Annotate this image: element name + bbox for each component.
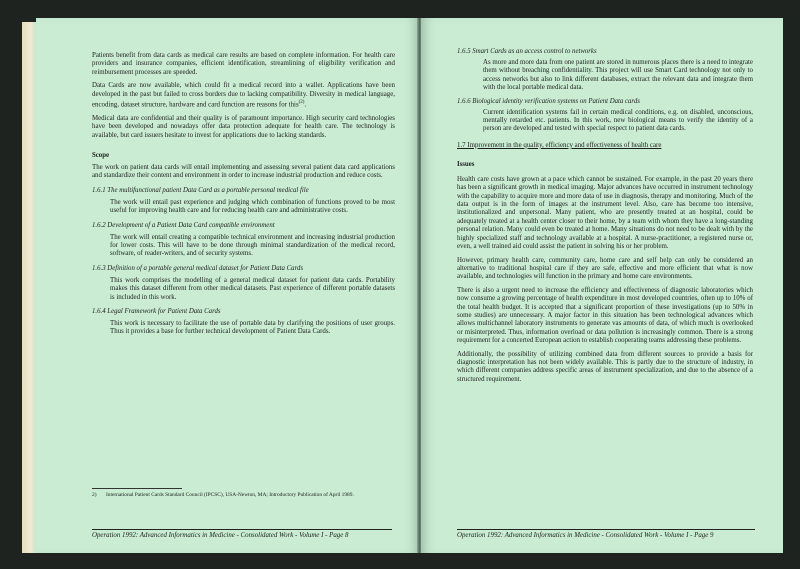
page-edges (22, 22, 36, 553)
paragraph: Health care costs have grown at a pace which cannot be sustained. For example, in the past 20 years there has been a significant growth in medical imaging. Major advances have occurred in instrument technology with the capability to acquire more and more data of use in diagnosis, therapy and monitoring. Much of the data output is in the form of images at the instrument level. Also, care has become too intensive, institutionalized and unpersonal. Many patient, who are presently treated at an hospital, could be adequately treated at a health center closer to their home, by a team with whom they have a long-standing personal relation. Many could even be treated at home. Many situations do not need to be dealt with by the highly specialized staff and technology available at a hospital. A nurse-practitioner, a registered nurse or, even, a well trained aid could assist the patient in solving his or her problem. (457, 175, 753, 251)
subsection-heading: 1.6.4 Legal Framework for Patient Data Cards (92, 308, 221, 316)
footnote-text: International Patient Cards Standard Council (IPCSC), USA-Newton, MA; Introductory Publication of April 1989. (106, 492, 354, 498)
book-spread (22, 18, 782, 553)
subsection-heading: 1.6.3 Definition of a portable general medical dataset for Patient Data Cards (92, 264, 304, 272)
subsection-heading: 1.6.5 Smart Cards as an access control to networks (457, 48, 597, 55)
footnote-number: 2) (92, 492, 97, 498)
subsection-heading: 1.6.1 The multifunctional patient Data Card as a portable personal medical file (92, 186, 309, 194)
page-footer: Operation 1992: Advanced Informatics in Medicine - Consolidated Work - Volume I - Page 8 (92, 532, 349, 539)
scope-text: The work on patient data cards will entail implementing and assessing several patient data card applications and standardize their content and environment in order to increase industrial production and reduce costs. (92, 163, 395, 180)
paragraph: There is also a urgent need to increase the efficiency and effectiveness of diagnostic laboratories which now consume a growing percentage of health expenditure in most developed countries, often up to 10% of the total health budget. It is accepted that a significant proportion of these investigations (up to 50% in some studies) are unnecessary. A major factor in this situation has been technological advances which allows multichannel laboratory instruments to generate vas amounts of data, of which much is overlooked or misinterpreted. Thus, information overload or data pollution is increasingly common. There is a strong requirement for a concerted European action to establish cooperating teams addressing these problems. (457, 286, 753, 345)
subsection-text: As more and more data from one patient are stored in numerous places there is a need to integrate them without breaching confidentiality. This project will use Smart Card technology not only to access networks but also to link different databases, extract the relevant data and integrate them with the local portable medical data. (483, 59, 753, 92)
subsection-text: The work will entail creating a compatible technical environment and increasing industrial production for lower costs. This will have to be done through minimal standardization of the medical record, software, of reader-writers, and of security systems. (110, 233, 395, 258)
footnote-reference: (2) (298, 100, 305, 106)
paragraph: Medical data are confidential and their quality is of paramount importance. High security card technologies have been developed and nowadays offer data protection adequate for health care. The technology is available, but card issuers hesitate to invest for applications due to lacking standards. (92, 114, 395, 139)
subsection-text: This work is necessary to facilitate the use of portable data by clarifying the positions of user groups. Thus it provides a base for further technical development of Patient Data Cards. (110, 320, 395, 336)
paragraph-text: Data Cards are now available, which could fit a medical record into a wallet. Applications have been developed in the past but failed to cross borders due to lacking compatibility. Diversity in medical language, encoding, dataset structure, hardware and card function are reasons for this (92, 82, 395, 109)
footnote-divider (92, 488, 182, 489)
footer-divider (457, 529, 755, 530)
paragraph: Patients benefit from data cards as medical care results are based on complete information. For health care providers and insurance companies, efficient identification, streamlining of eligibility verification and reimbursement processes are speeded. (92, 52, 395, 76)
paragraph: Data Cards are now available, which could fit a medical record into a wallet. Applications have been developed in the past but failed to cross borders due to lacking compatibility. Diversity in medical language, encoding, dataset structure, hardware and card function are reasons for this$^{(2)}$. (92, 82, 395, 109)
footnote (92, 492, 392, 499)
right-page (421, 18, 783, 553)
paragraph: However, primary health care, community care, home care and self help can only be considered an alternative to traditional hospital care if they are safe, effective and more efficient that what is now available, and technologies will function in the primary and home care environments. (457, 256, 753, 281)
subsection-heading: 1.6.6 Biological identity verification systems on Patient Data cards (457, 97, 640, 105)
paragraph: Additionally, the possibility of utilizing combined data from different sources to provide a basis for diagnostic interpretation has not been widely available. This is partly due to the structure of industry, in which different companies address specific areas of instrument specialization, and due to the absence of a structured requirement. (457, 350, 753, 383)
subsection-text: The work will entail past experience and judging which combination of functions proved to be most useful for improving health care and for reducing health care and administrative costs. (110, 198, 395, 215)
issues-heading: Issues (457, 160, 475, 168)
subsection-heading: 1.6.2 Development of a Patient Data Card compatible environment (92, 221, 275, 229)
footer-divider (92, 529, 392, 530)
scope-heading: Scope (92, 151, 109, 159)
page-footer: Operation 1992: Advanced Informatics in Medicine - Consolidated Work - Volume I - Page 9 (457, 532, 714, 539)
subsection-text: Current identification systems fail in certain medical conditions, e.g. on disabled, unconscious, mentally retarded etc. patients. In this work, new biological means to verify the identity of a person are developed and tested with special respect to patient data cards. (483, 108, 753, 133)
section-title: 1.7 Improvement in the quality, efficiency and effectiveness of health care (457, 141, 662, 149)
left-page (36, 18, 419, 553)
subsection-text: This work comprises the modelling of a general medical dataset for patient data cards. Portability makes this dataset different from other medical datasets. Past experience of different portable datasets is included in this work. (110, 276, 395, 301)
